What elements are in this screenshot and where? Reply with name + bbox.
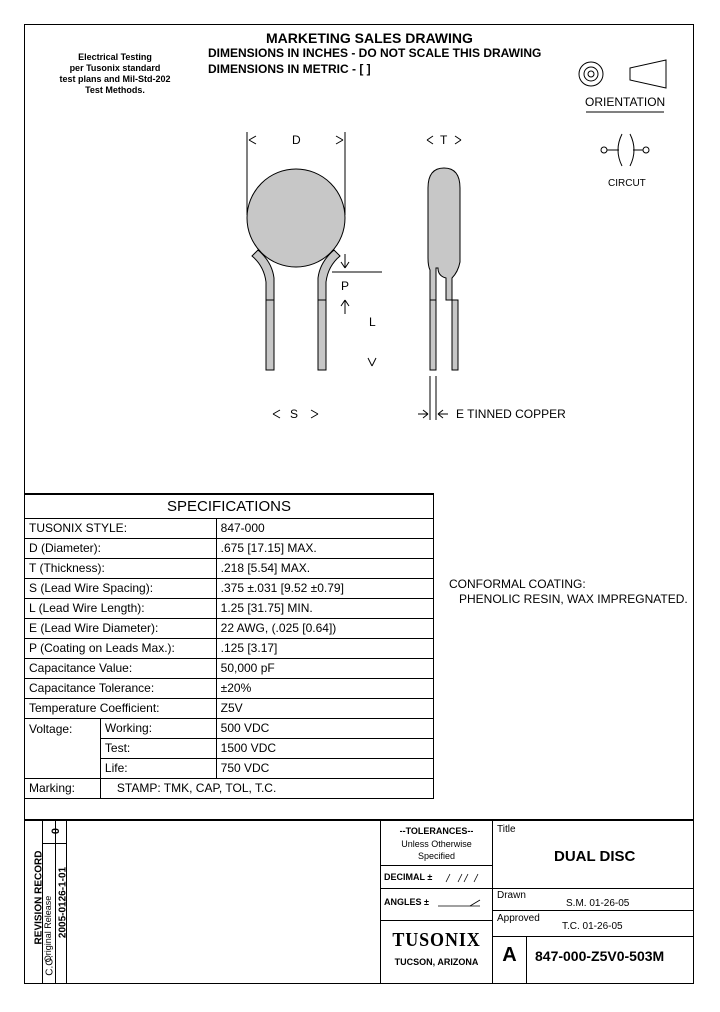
label-p: P [341, 279, 350, 293]
company-logo: TUSONIX [392, 929, 481, 951]
spec-row [25, 558, 434, 578]
decimal-tolerance-label: DECIMAL ± [384, 872, 433, 882]
spec-label: T (Thickness): [25, 558, 217, 578]
approved-label: Approved [497, 913, 540, 924]
testing-note-line: per Tusonix standard [69, 63, 161, 73]
title-row-2 [492, 910, 694, 911]
tolerance-row-1 [380, 865, 493, 866]
spec-row [25, 678, 434, 698]
revision-number: 0 [50, 827, 62, 835]
spec-label: TUSONIX STYLE: [25, 518, 217, 538]
capacitor-drawing [0, 0, 720, 480]
spec-row [25, 638, 434, 658]
co-number: 2005-0126-1-01 [57, 866, 69, 939]
voltage-value: 750 VDC [216, 758, 433, 778]
voltage-label: Voltage: [25, 718, 101, 778]
spec-value: 50,000 pF [216, 658, 433, 678]
angles-tolerance-marks [436, 896, 486, 910]
spec-value: .125 [3.17] [216, 638, 433, 658]
company-location: TUCSON, ARIZONA [394, 957, 479, 967]
tolerances-heading: --TOLERANCES-- [399, 826, 474, 836]
spec-label: E (Lead Wire Diameter): [25, 618, 217, 638]
spec-value: .675 [17.15] MAX. [216, 538, 433, 558]
spec-value: .218 [5.54] MAX. [216, 558, 433, 578]
coating-note-detail: PHENOLIC RESIN, WAX IMPREGNATED. [459, 592, 688, 606]
spec-label: L (Lead Wire Length): [25, 598, 217, 618]
spec-value: 22 AWG, (.025 [0.64]) [216, 618, 433, 638]
unless-otherwise-line1: Unless Otherwise [401, 839, 472, 849]
tolerance-row-3 [380, 920, 493, 921]
spec-value: 1.25 [31.75] MIN. [216, 598, 433, 618]
spec-label: D (Diameter): [25, 538, 217, 558]
spec-label: Capacitance Tolerance: [25, 678, 217, 698]
spec-row [25, 518, 434, 538]
coating-note-title: CONFORMAL COATING: [449, 577, 586, 591]
co-label: C.O. [44, 955, 56, 976]
voltage-value: 500 VDC [216, 718, 433, 738]
voltage-sub-label: Life: [100, 758, 216, 778]
specifications-table [24, 493, 434, 799]
spec-row [25, 658, 434, 678]
specifications-header [25, 494, 434, 518]
tolerance-row-2 [380, 888, 493, 889]
orientation-label: ORIENTATION [585, 95, 666, 109]
spec-value: Z5V [216, 698, 433, 718]
header-dimensions-inches: DIMENSIONS IN INCHES - DO NOT SCALE THIS DRAWING [208, 46, 542, 60]
label-d: D [292, 133, 301, 147]
testing-note-line: test plans and Mil-Std-202 [59, 74, 171, 84]
spec-row [25, 618, 434, 638]
header-title: MARKETING SALES DRAWING [266, 30, 473, 46]
title-block-top-border [24, 819, 694, 821]
decimal-tolerance-marks [444, 870, 484, 884]
size-divider [526, 936, 527, 984]
label-t: T [440, 133, 448, 147]
circuit-terminal-left-icon [601, 147, 607, 153]
part-number: 847-000-Z5V0-503M [535, 948, 665, 964]
right-lead-wire [318, 300, 326, 370]
spec-row-marking [25, 778, 434, 798]
unless-otherwise-line2: Specified [417, 851, 456, 861]
marking-label: Marking: [25, 778, 101, 798]
drawing-size: A [502, 944, 517, 966]
side-lead-1 [430, 300, 436, 370]
spec-row [25, 698, 434, 718]
label-l: L [369, 315, 376, 329]
revision-rev-divider [42, 843, 66, 844]
spec-value: 847-000 [216, 518, 433, 538]
angles-tolerance-label: ANGLES ± [384, 897, 429, 907]
spec-label: S (Lead Wire Spacing): [25, 578, 217, 598]
approved-value: T.C. 01-26-05 [562, 921, 623, 932]
circuit-label: CIRCUT [608, 178, 646, 189]
testing-note-line: Electrical Testing [78, 52, 152, 62]
title-label: Title [497, 824, 516, 835]
circuit-terminal-right-icon [643, 147, 649, 153]
header-dimensions-metric: DIMENSIONS IN METRIC - [ ] [208, 62, 371, 76]
marking-value: STAMP: TMK, CAP, TOL, T.C. [100, 778, 433, 798]
drawing-title: DUAL DISC [554, 848, 636, 865]
spec-row [25, 538, 434, 558]
spec-row [25, 578, 434, 598]
spec-value: ±20% [216, 678, 433, 698]
side-lead-2 [452, 300, 458, 370]
spec-label: P (Coating on Leads Max.): [25, 638, 217, 658]
title-row-3 [492, 936, 694, 937]
label-s: S [290, 407, 299, 421]
disc-body [247, 169, 345, 267]
voltage-sub-label: Test: [100, 738, 216, 758]
spec-row-voltage [25, 718, 434, 738]
specifications-title: SPECIFICATIONS [25, 494, 434, 518]
title-row-1 [492, 888, 694, 889]
original-release-label: Original Release [43, 895, 53, 963]
revision-record-label: REVISION RECORD [33, 850, 45, 945]
voltage-value: 1500 VDC [216, 738, 433, 758]
left-lead-wire [266, 300, 274, 370]
testing-note-line: Test Methods. [85, 85, 145, 95]
spec-row [25, 598, 434, 618]
drawn-label: Drawn [497, 890, 526, 901]
spec-value: .375 ±.031 [9.52 ±0.79] [216, 578, 433, 598]
label-e-tinned-copper: E TINNED COPPER [456, 407, 566, 421]
spec-label: Capacitance Value: [25, 658, 217, 678]
voltage-sub-label: Working: [100, 718, 216, 738]
drawn-value: S.M. 01-26-05 [566, 898, 630, 909]
spec-label: Temperature Coefficient: [25, 698, 217, 718]
side-view-body [428, 168, 460, 300]
orientation-front-icon [579, 62, 603, 86]
orientation-side-icon [630, 60, 666, 88]
